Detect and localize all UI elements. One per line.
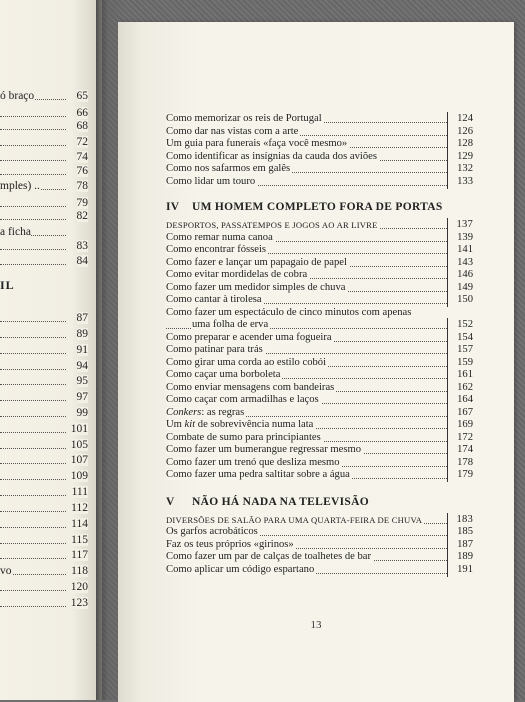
left-toc-entry <box>0 581 88 595</box>
section-iv-subtitle-text: DESPORTOS, PASSATEMPOS E JOGOS AO AR LIVRE <box>166 220 378 230</box>
toc-entry-title-text: Como encontrar fósseis <box>166 244 267 255</box>
left-toc-entry-page: 65 <box>76 90 88 102</box>
left-toc-entry <box>0 312 88 326</box>
left-toc-entry <box>0 360 88 374</box>
left-toc-entry-page: 76 <box>76 165 88 177</box>
toc-entry-title-text: Como fazer um medidor simples de chuva <box>166 281 346 293</box>
left-toc-entry <box>0 197 88 211</box>
toc-entry-title-text: Como caçar uma borboleta <box>166 369 281 380</box>
toc-entry <box>166 282 473 295</box>
left-toc-entry-page: 120 <box>70 581 88 594</box>
toc-entry-title-text: Combate de sumo para principiantes <box>166 431 321 443</box>
toc-entry <box>166 539 473 552</box>
left-toc-entry-title: a ficha <box>0 226 31 238</box>
toc-entry-title <box>166 469 352 480</box>
toc-entry-title-text: Como dar nas vistas com a arte <box>166 125 299 137</box>
toc-entry <box>166 257 473 270</box>
toc-entry-page: 159 <box>451 357 473 369</box>
toc-entry-title <box>166 394 321 405</box>
toc-entry-title-text: de sobrevivência numa lata <box>195 419 314 430</box>
toc-entry <box>166 332 473 345</box>
toc-entry-page: 187 <box>451 539 473 551</box>
left-toc-entry <box>0 534 88 548</box>
toc-entry-title <box>166 382 336 393</box>
left-toc-entry-page: 74 <box>76 151 88 163</box>
left-toc-entry-page: 83 <box>76 240 88 252</box>
toc-entry <box>166 369 473 382</box>
toc-entry-title <box>166 269 309 280</box>
toc-entry-page: 167 <box>451 407 473 419</box>
toc-entry-page: 149 <box>451 282 473 294</box>
toc-entry-title-text: Como preparar e acender uma fogueira <box>166 331 332 343</box>
toc-entry <box>166 394 473 407</box>
left-toc-entry-page: 79 <box>76 197 88 209</box>
toc-entry-title <box>166 138 349 149</box>
toc-entry-title-text: Os garfos acrobáticos <box>166 526 258 537</box>
left-toc-entry-page: 78 <box>76 180 88 192</box>
left-toc-entry-page: 99 <box>76 407 88 419</box>
toc-entry-title-prefix: Um <box>166 419 185 430</box>
toc-entry-title <box>166 126 300 137</box>
left-toc-entry <box>0 120 88 134</box>
toc-entry-title <box>166 357 328 368</box>
left-toc-entry-page: 111 <box>71 486 88 499</box>
toc-entry-page: 179 <box>451 469 473 481</box>
toc-entry-page: 124 <box>451 113 473 125</box>
left-toc-entry <box>0 136 88 150</box>
toc-entry-title-text: Como patinar para trás <box>166 344 263 355</box>
left-toc-entry-page: 105 <box>70 438 88 451</box>
section-v-subtitle-page: 183 <box>451 514 473 526</box>
toc-entry-page: 132 <box>451 163 473 175</box>
left-toc-entry-page: 84 <box>76 255 88 267</box>
toc-entry-title-text: Como fazer um espectáculo de cinco minutos com apenas <box>166 306 412 318</box>
section-v-subtitle <box>166 514 473 527</box>
toc-entry-title-text: Como fazer um par de calças de toalhetes de bar <box>166 551 372 562</box>
left-toc-entry <box>0 391 88 405</box>
left-toc-entry-page: 117 <box>71 549 88 562</box>
left-toc-entry <box>0 470 88 484</box>
toc-entry <box>166 432 473 445</box>
left-toc-entry <box>0 375 88 389</box>
toc-entry-page: 128 <box>451 138 473 150</box>
toc-entry-page: 143 <box>451 257 473 269</box>
left-toc-entry <box>0 151 88 165</box>
table-of-contents <box>166 113 473 576</box>
left-toc-entry-title: ó braço <box>0 90 35 102</box>
left-toc-entry-page: 115 <box>71 533 88 546</box>
left-toc-entry <box>0 165 88 179</box>
left-toc-entry <box>0 328 88 342</box>
left-toc-entry <box>0 107 88 121</box>
toc-entry-title <box>166 151 379 162</box>
left-toc-entry-page: 118 <box>71 565 88 578</box>
toc-entry-title <box>166 294 264 305</box>
toc-entry <box>166 564 473 577</box>
left-toc-entry <box>0 423 88 437</box>
toc-entry <box>166 419 473 432</box>
toc-entry-page: 189 <box>451 551 473 563</box>
toc-entry-title-text: Como enviar mensagens com bandeiras <box>166 381 335 393</box>
toc-entry-page: 133 <box>451 176 473 188</box>
toc-entry-page: 154 <box>451 332 473 344</box>
section-iv-number: IV <box>166 201 180 213</box>
left-toc-entry <box>0 255 88 269</box>
toc-entry-title <box>166 369 282 380</box>
toc-entry-title <box>166 419 315 430</box>
toc-entry-title-text: Como identificar as insígnias da cauda dos aviões <box>166 150 377 162</box>
left-toc-entry-page: 109 <box>70 470 88 483</box>
toc-entry-title <box>166 407 246 418</box>
toc-entry-title-text: Um guia para funerais «faça você mesmo» <box>166 138 348 149</box>
section-v-title: NÃO HÁ NADA NA TELEVISÃO <box>192 495 369 508</box>
toc-entry-title-text: : as regras <box>201 406 245 418</box>
left-toc-entry-page: 82 <box>76 210 88 222</box>
left-toc-entry-page: 95 <box>76 375 88 388</box>
toc-entry-title <box>166 526 260 537</box>
toc-entry-page: 169 <box>451 419 473 431</box>
left-toc-entry <box>0 226 88 240</box>
toc-entry <box>166 163 473 176</box>
toc-entry-title <box>166 282 347 293</box>
toc-entry-title-text: Como fazer e lançar um papagaio de papel <box>166 256 347 268</box>
left-toc-entry-page: 89 <box>76 327 88 340</box>
toc-entry-title <box>166 432 323 443</box>
toc-entry-title <box>166 113 324 124</box>
left-toc-entry-page: 94 <box>76 359 88 372</box>
left-toc-entry-title: vo <box>0 565 12 578</box>
toc-entry <box>166 382 473 395</box>
section-v-heading <box>166 496 473 514</box>
toc-entry <box>166 444 473 457</box>
toc-entry <box>166 294 473 307</box>
left-toc-entry <box>0 454 88 468</box>
toc-entry-title <box>166 539 296 550</box>
left-toc-entry <box>0 90 88 104</box>
toc-entry <box>166 551 473 564</box>
section-v-number: V <box>166 495 175 508</box>
toc-entry <box>166 244 473 257</box>
toc-entry-page: 164 <box>451 394 473 406</box>
left-toc-entry-page: 107 <box>70 454 88 467</box>
toc-entry-title-text: Como fazer um bumerangue regressar mesmo <box>166 444 362 455</box>
left-toc-entry <box>0 486 88 500</box>
toc-entry-title-continued: uma folha de erva <box>192 319 269 330</box>
toc-entry <box>166 269 473 282</box>
toc-entry-title-text: Como caçar com armadilhas e laços <box>166 394 319 405</box>
toc-entry-title-text: Como aplicar um código espartano <box>166 563 315 575</box>
toc-entry-page: 185 <box>451 526 473 538</box>
toc-entry-title-italic: Conkers <box>166 406 202 418</box>
toc-entry <box>166 113 473 126</box>
left-toc-entry-page: 114 <box>71 517 88 530</box>
toc-entry-title <box>166 232 275 243</box>
toc-entry <box>166 344 473 357</box>
toc-entry-page: 162 <box>451 382 473 394</box>
toc-entry-page: 126 <box>451 126 473 138</box>
toc-entry-title <box>166 444 363 455</box>
toc-entry-page: 152 <box>451 319 473 331</box>
toc-entry-page: 191 <box>451 564 473 576</box>
toc-entry <box>166 407 473 420</box>
section-iv-subtitle <box>166 219 473 232</box>
left-toc-entry-page: 101 <box>70 422 88 435</box>
toc-entry-title-text: Como cantar à tirolesa <box>166 294 262 305</box>
page-number: 13 <box>310 619 322 631</box>
left-toc-entry <box>0 439 88 453</box>
left-toc-entry-page: 97 <box>76 391 88 404</box>
toc-entry-page: 157 <box>451 344 473 356</box>
toc-entry <box>166 138 473 151</box>
toc-entry-title <box>166 163 292 174</box>
toc-entry-page: 139 <box>451 232 473 244</box>
toc-entry-title-text: Como fazer uma pedra saltitar sobre a água <box>166 469 350 480</box>
left-toc-entry <box>0 502 88 516</box>
left-toc-entry <box>0 344 88 358</box>
toc-entry <box>166 457 473 470</box>
toc-entry-title-text: Faz os teus próprios «girinos» <box>166 538 294 550</box>
left-toc-entry <box>0 210 88 224</box>
right-page <box>118 22 514 702</box>
toc-entry-title-text: Como nos safarmos em galês <box>166 163 291 174</box>
toc-entry-page: 150 <box>451 294 473 306</box>
left-toc-entry-page: 91 <box>76 343 88 356</box>
left-toc-entry <box>0 407 88 421</box>
toc-entry <box>166 232 473 245</box>
left-toc-entry <box>0 518 88 532</box>
left-toc-entry <box>0 597 88 611</box>
toc-entry <box>166 176 473 189</box>
toc-entry <box>166 526 473 539</box>
toc-entry-title <box>166 344 265 355</box>
section-iv-heading <box>166 201 473 219</box>
toc-entry-title <box>166 551 373 562</box>
left-toc-entry-page: 72 <box>76 136 88 148</box>
left-toc-entry-page: 68 <box>76 120 88 132</box>
toc-entry-title <box>166 307 413 318</box>
left-toc-entry <box>0 240 88 254</box>
toc-entry-page: 174 <box>451 444 473 456</box>
left-toc-entry-page: 112 <box>71 501 88 514</box>
left-toc-entry-page: 123 <box>70 596 88 609</box>
toc-entry <box>166 357 473 370</box>
toc-entry-title <box>166 257 349 268</box>
toc-entry-title <box>166 332 334 343</box>
toc-entry <box>166 151 473 164</box>
toc-entry <box>166 469 473 482</box>
toc-entry-page: 161 <box>451 369 473 381</box>
section-iv-title: UM HOMEM COMPLETO FORA DE PORTAS <box>192 201 443 213</box>
toc-entry-page: 141 <box>451 244 473 256</box>
left-page <box>0 0 102 700</box>
left-toc-entry-page: 87 <box>76 312 88 324</box>
toc-entry-title-italic: kit <box>184 419 196 430</box>
section-iv-subtitle-page: 137 <box>451 219 473 231</box>
left-toc-entry-page: 66 <box>76 107 88 119</box>
left-section-heading: IL <box>0 278 15 292</box>
toc-entry-page: 178 <box>451 457 473 469</box>
toc-entry-page: 129 <box>451 151 473 163</box>
toc-entry-title-text: Como memorizar os reis de Portugal <box>166 113 322 124</box>
toc-entry-title <box>166 176 257 187</box>
toc-entry-title <box>166 564 316 575</box>
toc-entry-title <box>166 457 342 468</box>
toc-entry-title-text: Como lidar um touro <box>166 175 256 187</box>
toc-entry-title-text: Como remar numa canoa <box>166 231 273 243</box>
toc-entry-title-text: Como evitar mordidelas de cobra <box>166 269 308 280</box>
toc-entry <box>166 126 473 139</box>
toc-entry-page: 146 <box>451 269 473 281</box>
toc-entry-title-text: Como fazer um trenó que desliza mesmo <box>166 456 340 468</box>
left-toc-entry <box>0 549 88 563</box>
toc-entry-title-text: Como girar uma corda ao estilo cobói <box>166 356 327 368</box>
left-toc-entry-title: mples) .. <box>0 180 40 192</box>
toc-entry-title <box>166 244 268 255</box>
left-toc-entry <box>0 180 88 194</box>
toc-entry <box>166 307 473 332</box>
toc-entry-page: 172 <box>451 432 473 444</box>
section-v-subtitle-text: DIVERSÕES DE SALÃO PARA UMA QUARTA-FEIRA DE CHUVA <box>166 514 423 525</box>
left-toc-entry <box>0 565 88 579</box>
